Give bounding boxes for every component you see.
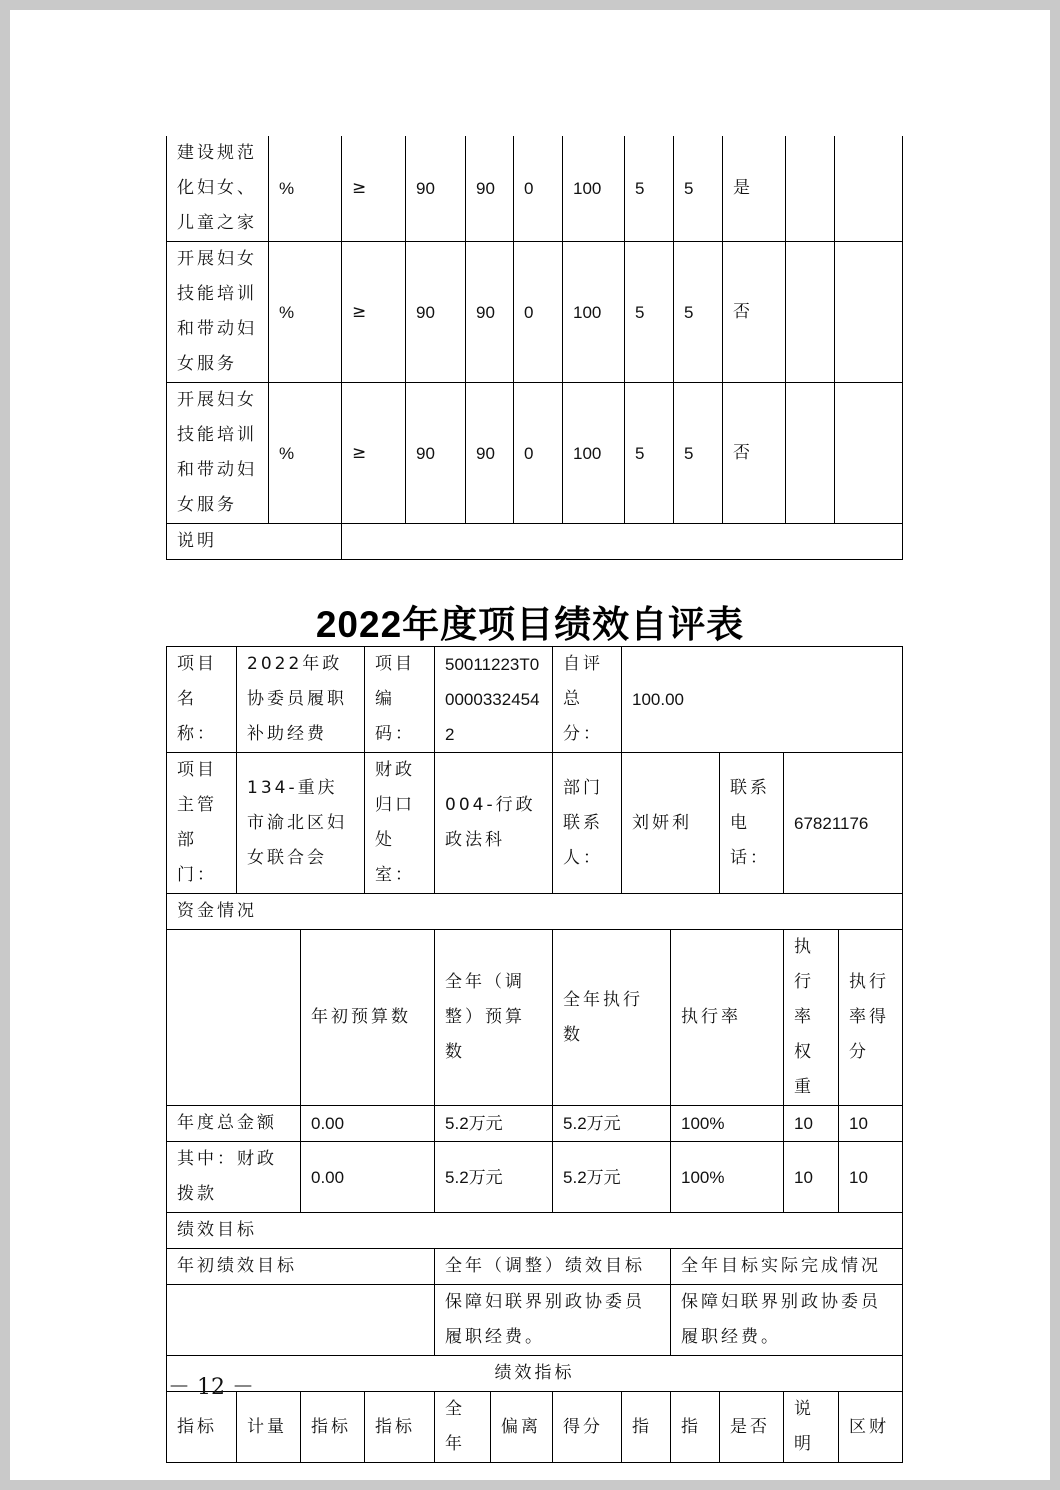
goals-section-label: 绩效目标 xyxy=(167,1213,903,1249)
goals-value: 保障妇联界别政协委员履职经费。 xyxy=(435,1285,671,1356)
phone-label: 联系电话： xyxy=(720,753,784,894)
funds-cell: 0.00 xyxy=(301,1142,435,1213)
document-page xyxy=(10,10,1050,1480)
funds-header-row xyxy=(167,930,903,1106)
department-info-row xyxy=(167,753,903,894)
table-row xyxy=(167,242,903,383)
funds-header: 执行率 xyxy=(671,930,784,1106)
finance-label: 财政归口处室： xyxy=(365,753,435,894)
indicator-header: 全年 xyxy=(435,1392,491,1463)
dept-label: 项目主管部门： xyxy=(167,753,237,894)
indicator-name: 建设规范化妇女、儿童之家 xyxy=(167,136,269,242)
value-cell: 90 xyxy=(466,383,514,524)
unit-cell: % xyxy=(269,136,342,242)
funds-row xyxy=(167,1142,903,1213)
funds-header: 全年（调整）预算数 xyxy=(435,930,553,1106)
goals-header: 全年目标实际完成情况 xyxy=(671,1249,903,1285)
remark-value xyxy=(342,524,903,560)
extra-cell xyxy=(835,242,903,383)
value-cell: 0 xyxy=(514,242,563,383)
note-cell xyxy=(786,136,835,242)
value-cell: 0 xyxy=(514,136,563,242)
dept-value: 134-重庆市渝北区妇女联合会 xyxy=(237,753,365,894)
project-code: 50011223T00000332454 2 xyxy=(435,647,553,753)
goals-header: 全年（调整）绩效目标 xyxy=(435,1249,671,1285)
unit-cell: % xyxy=(269,383,342,524)
indicator-header: 指 xyxy=(622,1392,671,1463)
contact-value: 刘妍利 xyxy=(622,753,720,894)
goals-value: 保障妇联界别政协委员履职经费。 xyxy=(671,1285,903,1356)
value-cell: 90 xyxy=(466,136,514,242)
funds-cell: 100% xyxy=(671,1142,784,1213)
yes-no-cell: 是 xyxy=(723,136,786,242)
indicators-section-row xyxy=(167,1356,903,1392)
indicator-header: 偏离 xyxy=(491,1392,553,1463)
funds-cell: 0.00 xyxy=(301,1106,435,1142)
funds-cell: 5.2万元 xyxy=(553,1142,671,1213)
funds-cell: 5.2万元 xyxy=(435,1142,553,1213)
project-name-label: 项目名称： xyxy=(167,647,237,753)
table-row xyxy=(167,383,903,524)
funds-cell: 年度总金额 xyxy=(167,1106,301,1142)
funds-cell: 10 xyxy=(784,1142,839,1213)
funds-cell: 10 xyxy=(839,1142,903,1213)
funds-cell: 5.2万元 xyxy=(435,1106,553,1142)
self-score-label: 自评总分： xyxy=(553,647,622,753)
value-cell: 5 xyxy=(625,383,674,524)
indicator-header: 说明 xyxy=(784,1392,839,1463)
indicator-header: 区财 xyxy=(839,1392,903,1463)
yes-no-cell: 否 xyxy=(723,383,786,524)
project-name: 2022年政协委员履职补助经费 xyxy=(237,647,365,753)
value-cell: 100 xyxy=(563,383,625,524)
value-cell: 90 xyxy=(466,242,514,383)
unit-cell: % xyxy=(269,242,342,383)
funds-cell: 其中：财政拨款 xyxy=(167,1142,301,1213)
funds-section-label: 资金情况 xyxy=(167,894,903,930)
funds-row xyxy=(167,1106,903,1142)
value-cell: 5 xyxy=(674,136,723,242)
goals-value-row xyxy=(167,1285,903,1356)
indicator-name: 开展妇女技能培训和带动妇女服务 xyxy=(167,242,269,383)
indicator-header: 指标 xyxy=(301,1392,365,1463)
goals-header-row xyxy=(167,1249,903,1285)
indicator-header: 得分 xyxy=(553,1392,622,1463)
value-cell: 5 xyxy=(625,242,674,383)
goals-header: 年初绩效目标 xyxy=(167,1249,435,1285)
value-cell: 5 xyxy=(674,242,723,383)
funds-cell: 10 xyxy=(784,1106,839,1142)
value-cell: 100 xyxy=(563,242,625,383)
funds-header: 年初预算数 xyxy=(301,930,435,1106)
value-cell: 90 xyxy=(406,136,466,242)
funds-cell: 10 xyxy=(839,1106,903,1142)
indicators-section-label: 绩效指标 xyxy=(167,1356,903,1392)
operator-cell: ≥ xyxy=(342,242,406,383)
note-cell xyxy=(786,242,835,383)
funds-header: 执行率得分 xyxy=(839,930,903,1106)
page-title: 2022年度项目绩效自评表 xyxy=(315,604,745,645)
finance-value: 004-行政政法科 xyxy=(435,753,553,894)
indicator-name: 开展妇女技能培训和带动妇女服务 xyxy=(167,383,269,524)
funds-cell: 100% xyxy=(671,1106,784,1142)
indicator-header: 指标 xyxy=(167,1392,237,1463)
page-number: － 12 － xyxy=(168,1375,254,1400)
self-score: 100.00 xyxy=(622,647,903,753)
value-cell: 90 xyxy=(406,383,466,524)
value-cell: 5 xyxy=(674,383,723,524)
contact-label: 部门联系人： xyxy=(553,753,622,894)
value-cell: 90 xyxy=(406,242,466,383)
project-info-row xyxy=(167,647,903,753)
value-cell: 5 xyxy=(625,136,674,242)
funds-header: 全年执行数 xyxy=(553,930,671,1106)
indicator-header: 指标 xyxy=(365,1392,435,1463)
note-cell xyxy=(786,383,835,524)
value-cell: 100 xyxy=(563,136,625,242)
table-row xyxy=(167,136,903,242)
extra-cell xyxy=(835,136,903,242)
indicator-header: 指 xyxy=(671,1392,720,1463)
indicator-header: 是否 xyxy=(720,1392,784,1463)
funds-section-row xyxy=(167,894,903,930)
indicator-table-continued xyxy=(166,136,903,560)
operator-cell: ≥ xyxy=(342,136,406,242)
goals-value xyxy=(167,1285,435,1356)
self-evaluation-table xyxy=(166,646,903,1463)
project-code-label: 项目编码： xyxy=(365,647,435,753)
funds-header: 执行率权重 xyxy=(784,930,839,1106)
goals-section-row xyxy=(167,1213,903,1249)
funds-cell: 5.2万元 xyxy=(553,1106,671,1142)
remark-label: 说明 xyxy=(167,524,342,560)
extra-cell xyxy=(835,383,903,524)
indicators-header-row xyxy=(167,1392,903,1463)
funds-header xyxy=(167,930,301,1106)
remark-row xyxy=(167,524,903,560)
yes-no-cell: 否 xyxy=(723,242,786,383)
indicator-header: 计量 xyxy=(237,1392,301,1463)
phone-value: 67821176 xyxy=(784,753,903,894)
value-cell: 0 xyxy=(514,383,563,524)
operator-cell: ≥ xyxy=(342,383,406,524)
